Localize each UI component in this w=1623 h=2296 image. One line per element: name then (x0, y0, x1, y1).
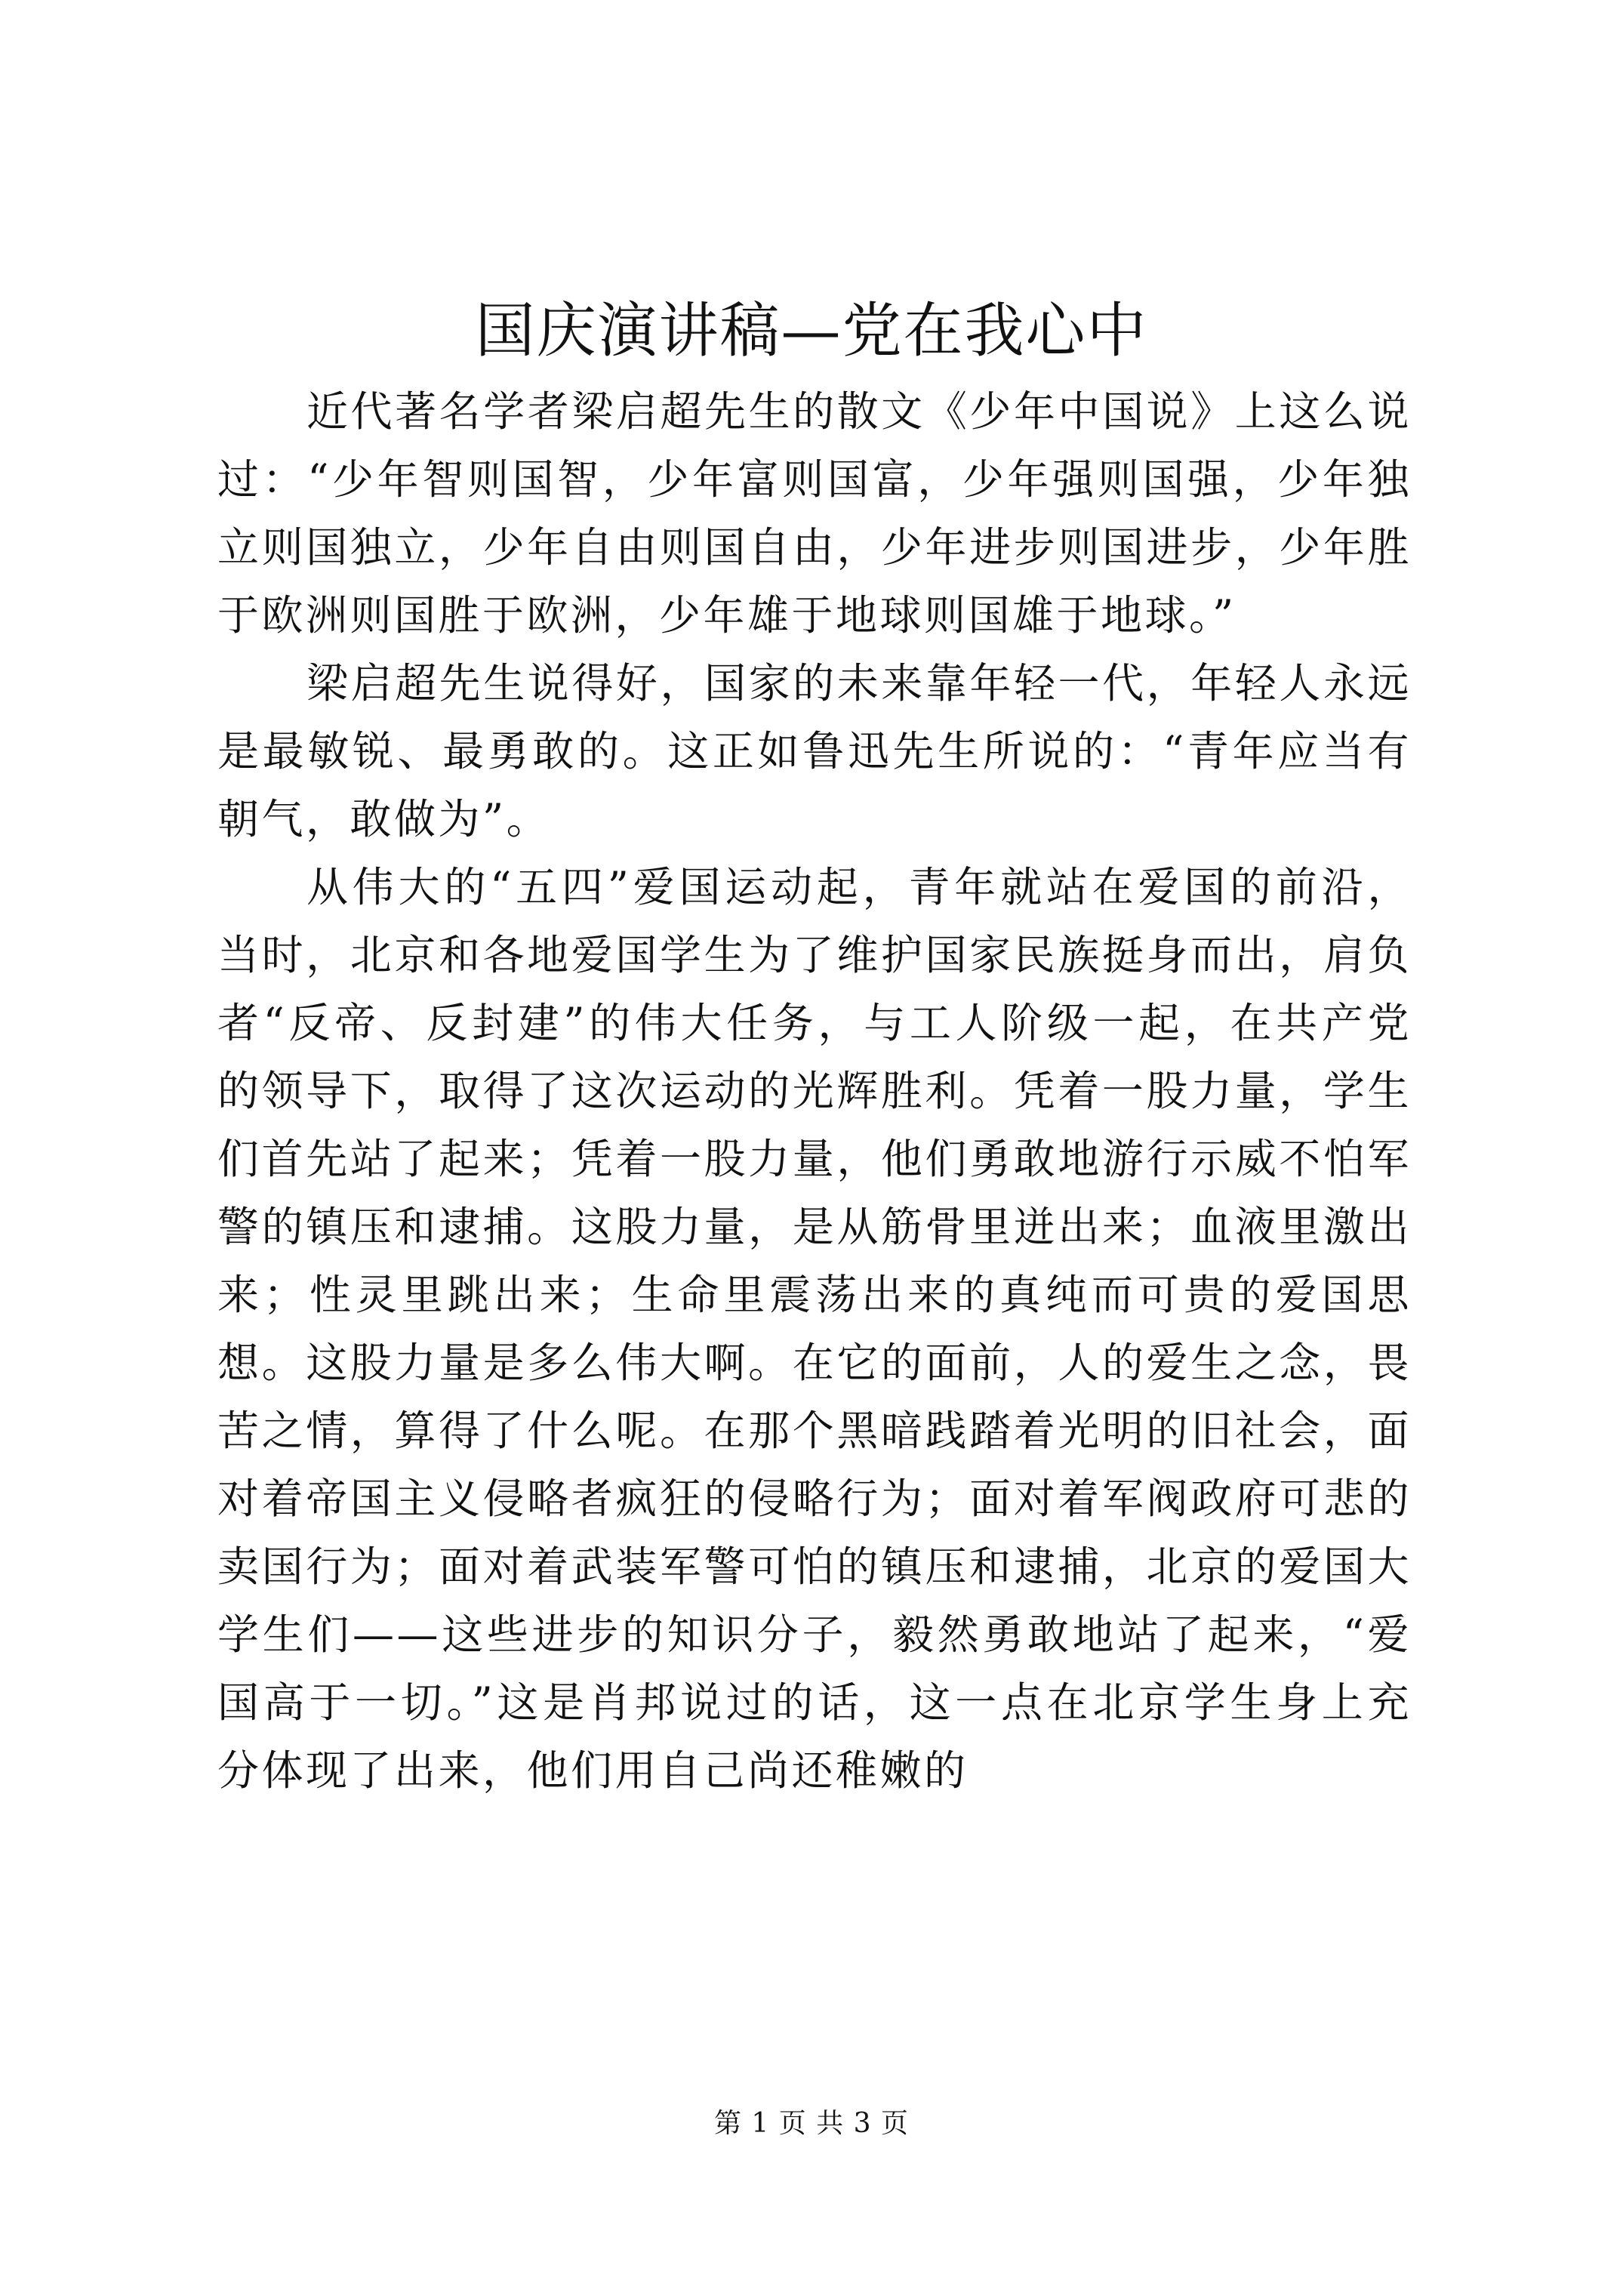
paragraph-2: 梁启超先生说得好，国家的未来靠年轻一代，年轻人永远是最敏锐、最勇敢的。这正如鲁迅先生所说的：“青年应当有朝气，敢做为”。 (217, 659, 1412, 843)
document-body (217, 378, 1412, 1804)
document-title: 国庆演讲稿—党在我心中 (475, 296, 1148, 365)
paragraph-1: 近代著名学者梁启超先生的散文《少年中国说》上这么说过：“少年智则国智，少年富则国富，少年强则国强，少年独立则国独立，少年自由则国自由，少年进步则国进步，少年胜于欧洲则国胜于欧洲，少年雄于地球则国雄于地球。” (217, 387, 1412, 639)
paragraph-3: 从伟大的“五四”爱国运动起，青年就站在爱国的前沿，当时，北京和各地爱国学生为了维护国家民族挺身而出，肩负者“反帝、反封建”的伟大任务，与工人阶级一起，在共产党的领导下，取得了这次运动的光辉胜利。凭着一股力量，学生们首先站了起来；凭着一股力量，他们勇敢地游行示威不怕军警的镇压和逮捕。这股力量，是从筋骨里迸出来；血液里激出来；性灵里跳出来；生命里震荡出来的真纯而可贵的爱国思想。这股力量是多么伟大啊。在它的面前，人的爱生之念，畏苦之情，算得了什么呢。在那个黑暗践踏着光明的旧社会，面对着帝国主义侵略者疯狂的侵略行为；面对着军阀政府可悲的卖国行为；面对着武装军警可怕的镇压和逮捕，北京的爱国大学生们——这些进步的知识分子，毅然勇敢地站了起来，“爱国高于一切。”这是肖邦说过的话，这一点在北京学生身上充分体现了出来，他们用自己尚还稚嫩的 (217, 863, 1412, 1795)
page-footer: 第 1 页 共 3 页 (713, 2108, 910, 2139)
